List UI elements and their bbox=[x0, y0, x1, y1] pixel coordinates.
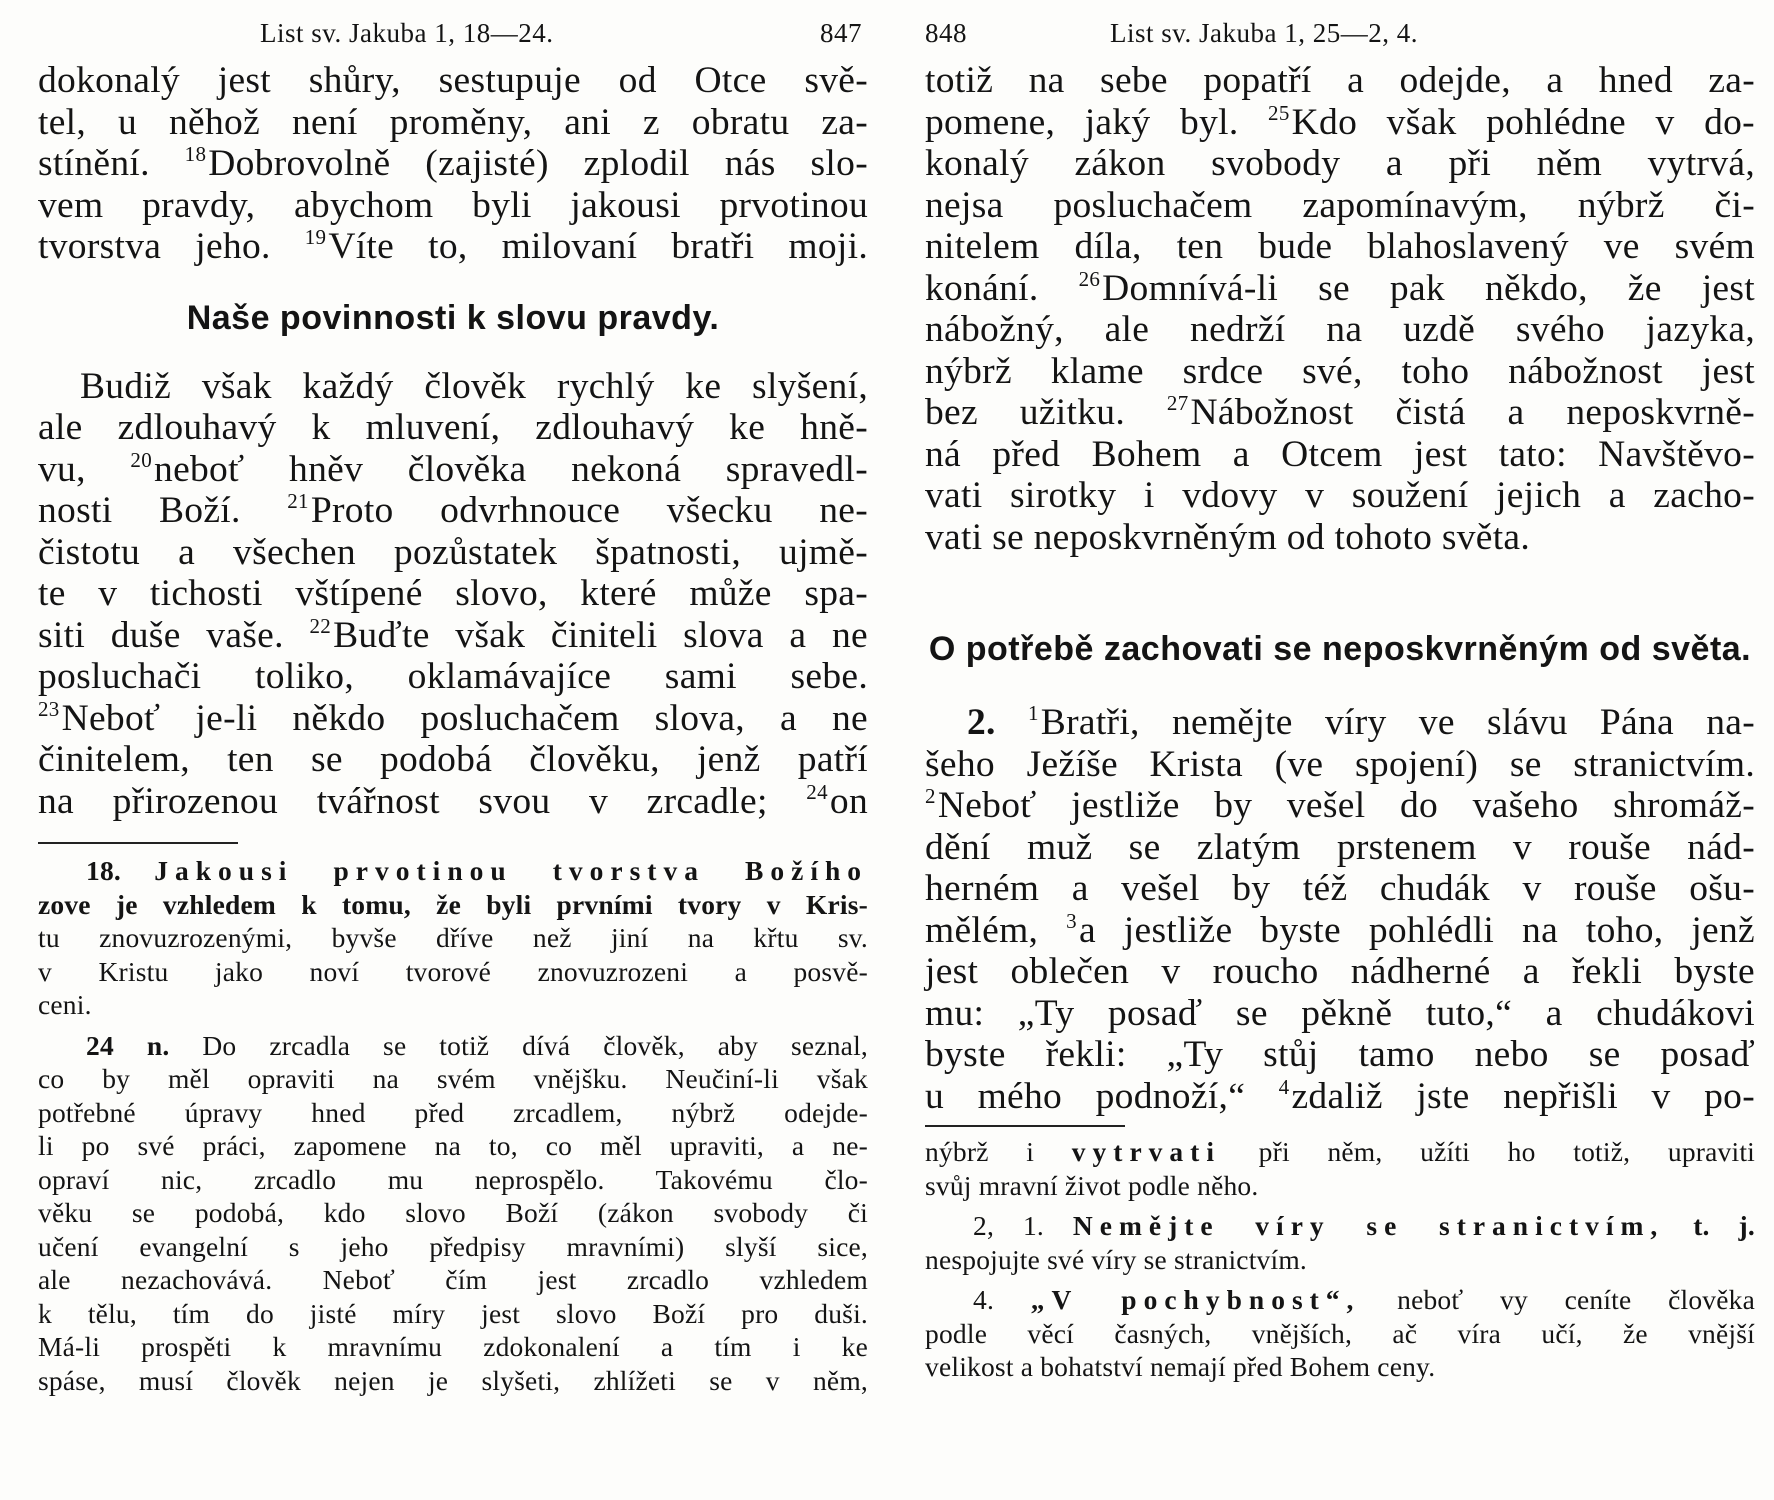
running-title: List sv. Jakuba 1, 18—24. bbox=[260, 18, 554, 48]
footnote-line: potřebné úpravy hned před zrcadlem, nýbrž odejde- bbox=[38, 1096, 868, 1128]
text-line: tel, u něhož není proměny, ani z obratu za- bbox=[38, 101, 868, 143]
text-line: nitelem díla, ten bude blahoslavený ve svém bbox=[925, 226, 1755, 267]
footnote-line: 2, 1. Nemějte víry se stranictvím, t. j. bbox=[973, 1210, 1755, 1241]
right-body-text bbox=[925, 60, 1755, 558]
chapter-number: 2. bbox=[967, 702, 996, 743]
verse-number: 3 bbox=[1066, 908, 1077, 933]
footnote-line: věku se podobá, kdo slovo Boží (zákon svobody či bbox=[38, 1197, 868, 1228]
footnote-line: učení evangelní s jeho předpisy mravními) slyší sice, bbox=[38, 1230, 868, 1262]
footnote-line: ale nezachovává. Neboť čím jest zrcadlo vzhledem bbox=[38, 1264, 868, 1295]
text-line: vati se neposkvrněným od tohoto světa. bbox=[925, 516, 1531, 558]
text-line: 2. $^1$Bratři, nemějte víry ve slávu Pána na- bbox=[967, 701, 1755, 743]
verse-number: 25 bbox=[1268, 100, 1290, 125]
text-line: siti duše vaše. $^{22}$Buďte však činiteli slova a ne bbox=[38, 613, 868, 656]
verse-number: 22 bbox=[309, 613, 332, 638]
verse-number: 23 bbox=[38, 696, 60, 721]
verse-number: 19 bbox=[304, 225, 327, 249]
footnote-line: spáse, musí člověk nejen je slyšeti, zhlížeti se v něm, bbox=[38, 1364, 868, 1396]
verse-number: 21 bbox=[287, 489, 309, 513]
text-line: konalý zákon svobody a při něm vytrvá, bbox=[925, 143, 1755, 184]
footnote-line: zove je vzhledem k tomu, že byli prvními tvory v Kris- bbox=[38, 888, 868, 920]
text-line: Budiž však každý člověk rychlý ke slyšení, bbox=[80, 365, 868, 407]
left-page bbox=[38, 0, 868, 1500]
footnote-line: velikost a bohatství nemají před Bohem ceny. bbox=[925, 1351, 1436, 1382]
text-line: ale zdlouhavý k mluvení, zdlouhavý ke hně- bbox=[38, 407, 868, 448]
text-line: mu: „Ty posaď se pěkně tuto,“ a chudákovi bbox=[925, 992, 1755, 1034]
text-line: na přirozenou tvářnost svou v zrcadle; $^{24}$on bbox=[38, 779, 868, 822]
text-line: šeho Ježíše Krista (ve spojení) se stranictvím. bbox=[925, 743, 1755, 785]
text-line: jest oblečen v roucho nádherné a řekli byste bbox=[925, 951, 1755, 992]
footnote-rule bbox=[925, 1125, 1125, 1127]
right-page bbox=[925, 0, 1755, 1500]
page-number: 847 bbox=[820, 18, 862, 48]
text-line: u mého podnoží,“ $^4$zdaliž jste nepřišli v po- bbox=[925, 1074, 1755, 1117]
section-heading: O potřebě zachovati se neposkvrněným od světa. bbox=[928, 630, 1752, 668]
footnote-line: Má-li prospěti k mravnímu zdokonalení a tím i ke bbox=[38, 1331, 868, 1362]
verse-number: 18 bbox=[184, 142, 207, 166]
left-body-text bbox=[38, 60, 868, 268]
verse-number: 2 bbox=[925, 784, 936, 808]
verse-number: 4 bbox=[1278, 1074, 1290, 1099]
left-body-text-2 bbox=[38, 366, 868, 823]
text-line: nábožný, ale nedrží na uzdě svého jazyka, bbox=[925, 309, 1755, 350]
footnote-line: 24 n. Do zrcadla se totiž dívá člověk, aby seznal, bbox=[86, 1029, 868, 1061]
verse-number: 1 bbox=[1027, 701, 1039, 725]
text-line: čistotu a všechen pozůstatek špatnosti, ujmě- bbox=[38, 531, 868, 573]
footnote-line: svůj mravní život podle něho. bbox=[925, 1169, 1259, 1201]
text-line: $^2$Neboť jestliže by vešel do vašeho shromáž- bbox=[925, 784, 1755, 826]
text-line: te v tichosti vštípené slovo, které může spa- bbox=[38, 573, 868, 614]
verse-number: 27 bbox=[1166, 391, 1189, 415]
text-line: posluchači toliko, oklamávajíce sami sebe. bbox=[38, 656, 868, 697]
right-body-text-2 bbox=[925, 702, 1755, 1117]
running-title: List sv. Jakuba 1, 25—2, 4. bbox=[1110, 18, 1418, 48]
text-line: nosti Boží. $^{21}$Proto odvrhnouce všecku ne- bbox=[38, 489, 868, 531]
text-line: vu, $^{20}$neboť hněv člověka nekoná spravedl- bbox=[38, 447, 868, 490]
text-line: tvorstva jeho. $^{19}$Víte to, milovaní bratři moji. bbox=[38, 225, 868, 267]
left-running-head bbox=[38, 0, 868, 60]
text-line: činitelem, ten se podobá člověku, jenž patří bbox=[38, 739, 868, 780]
text-line: bez užitku. $^{27}$Nábožnost čistá a neposkvrně- bbox=[925, 391, 1755, 433]
footnote-line: 18. Jakousi prvotinou tvorstva Božího bbox=[86, 855, 868, 886]
text-line: vem pravdy, abychom byli jakousi prvotinou bbox=[38, 184, 868, 226]
verse-number: 24 bbox=[806, 779, 828, 804]
footnote-line: co by měl opraviti na svém vnějšku. Neučiní-li však bbox=[38, 1063, 868, 1094]
footnote-line: podle věcí časných, vnějších, ač víra učí, že vnější bbox=[925, 1317, 1755, 1349]
footnote-line: tu znovuzrozenými, byvše dříve než jiní na křtu sv. bbox=[38, 922, 868, 953]
text-line: vati sirotky i vdovy v soužení jejich a zacho- bbox=[925, 475, 1755, 516]
verse-number: 20 bbox=[130, 447, 153, 472]
footnote-line: k tělu, tím do jisté míry jest slovo Boží pro duši. bbox=[38, 1297, 868, 1329]
verse-number: 26 bbox=[1078, 266, 1101, 291]
text-line: byste řekli: „Ty stůj tamo nebo se posaď bbox=[925, 1034, 1755, 1075]
text-line: konání. $^{26}$Domnívá-li se pak někdo, že jest bbox=[925, 266, 1755, 309]
text-line: ná před Bohem a Otcem jest tato: Navštěvo- bbox=[925, 433, 1755, 475]
footnote-line: li po své práci, zapomene na to, co měl upraviti, a ne- bbox=[38, 1130, 868, 1161]
footnote-line: nýbrž i vytrvati při něm, užíti ho totiž, upraviti bbox=[925, 1136, 1755, 1167]
footnote-line: nespojujte své víry se stranictvím. bbox=[925, 1243, 1307, 1275]
text-line: herném a vešel by též chudák v rouše ošu- bbox=[925, 868, 1755, 909]
footnote-line: opraví nic, zrcadlo mu neprospělo. Takovému člo- bbox=[38, 1163, 868, 1195]
text-line: dokonalý jest shůry, sestupuje od Otce svě- bbox=[38, 60, 868, 101]
text-line: nejsa posluchačem zapomínavým, nýbrž či- bbox=[925, 184, 1755, 226]
footnote-line: 4. „V pochybnost“, neboť vy ceníte člověka bbox=[973, 1284, 1756, 1315]
right-footnotes bbox=[925, 1135, 1755, 1384]
section-heading: Naše povinnosti k slovu pravdy. bbox=[186, 298, 720, 337]
footnote-rule bbox=[38, 842, 238, 844]
page-number: 848 bbox=[925, 18, 967, 48]
text-line: pomene, jaký byl. $^{25}$Kdo však pohlédne v do- bbox=[925, 100, 1755, 143]
text-line: totiž na sebe popatří a odejde, a hned za- bbox=[925, 60, 1755, 101]
footnote-line: v Kristu jako noví tvorové znovuzrozeni a posvě- bbox=[38, 955, 868, 987]
left-footnotes bbox=[38, 854, 868, 1397]
text-line: mělém, $^3$a jestliže byste pohlédli na toho, jenž bbox=[925, 908, 1755, 951]
right-running-head bbox=[925, 0, 1755, 60]
text-line: nýbrž klame srdce své, toho nábožnost jest bbox=[925, 350, 1755, 392]
text-line: $^{23}$Neboť je-li někdo posluchačem slova, a ne bbox=[38, 696, 868, 739]
text-line: stínění. $^{18}$Dobrovolně (zajisté) zplodil nás slo- bbox=[38, 142, 868, 184]
footnote-line: ceni. bbox=[38, 989, 92, 1020]
text-line: dění muž se zlatým prstenem v rouše nád- bbox=[925, 826, 1755, 868]
